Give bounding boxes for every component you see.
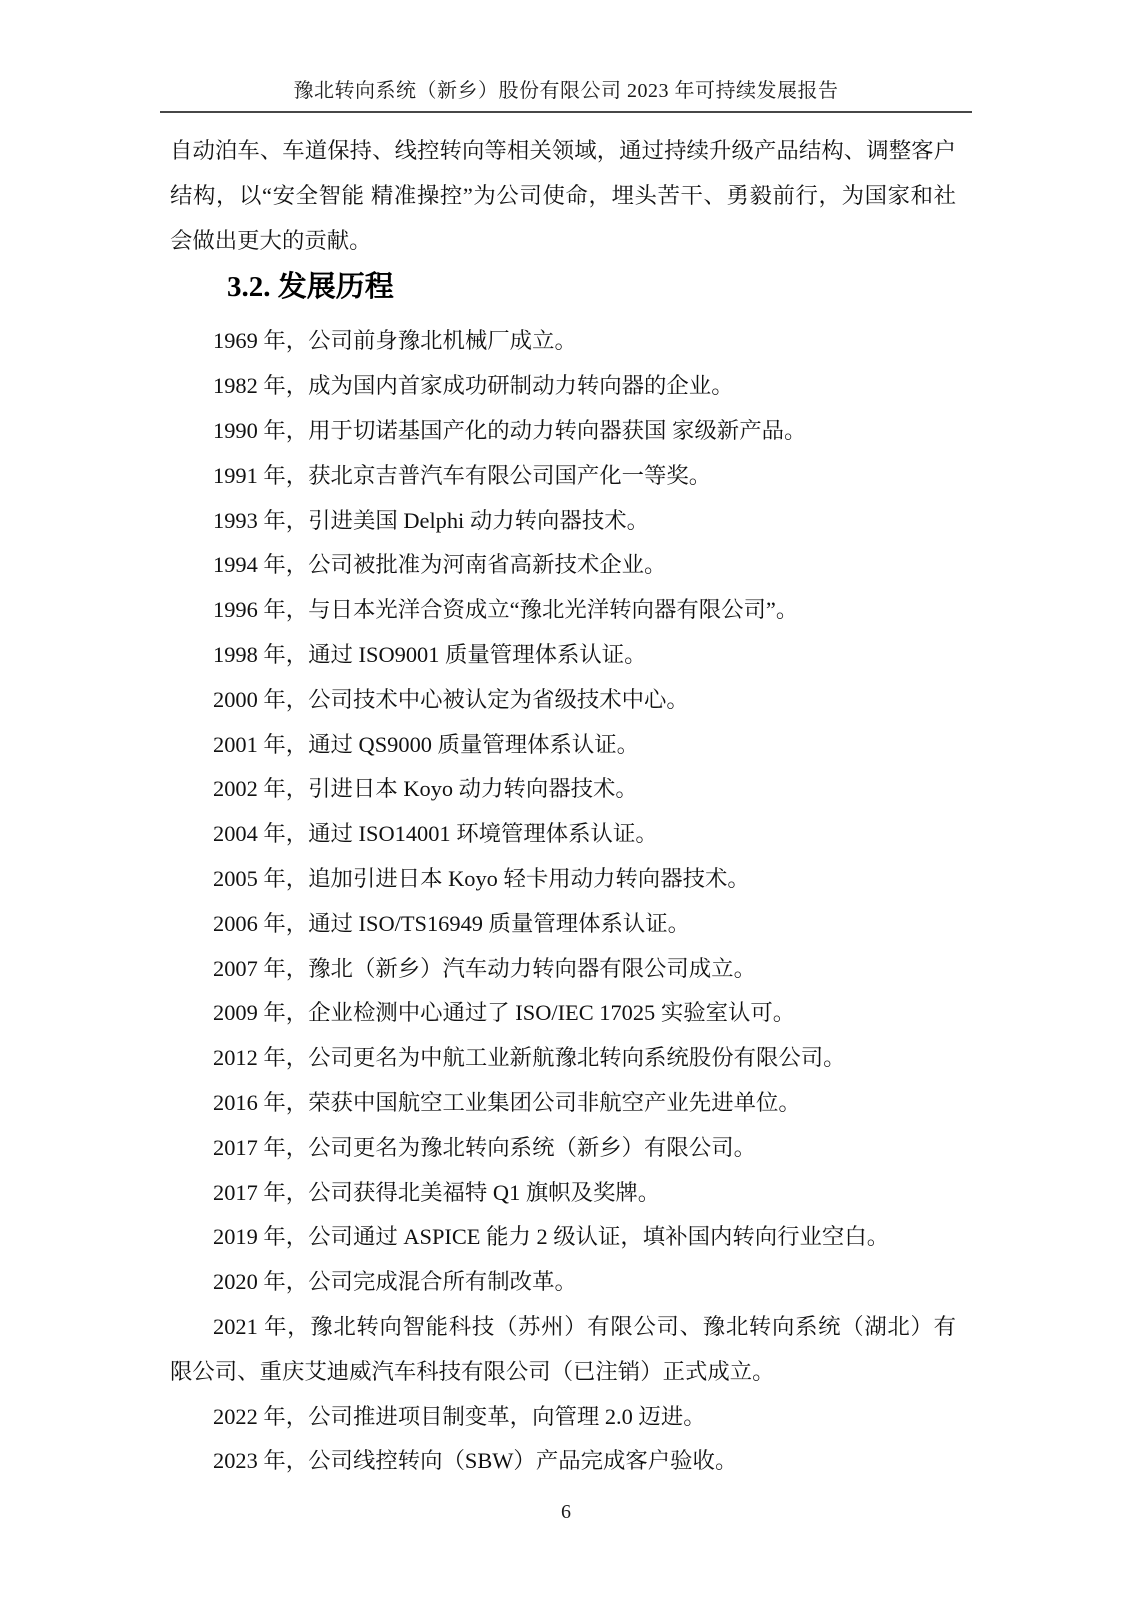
timeline-event: 公司更名为中航工业新航豫北转向系统股份有限公司。 (308, 1045, 846, 1071)
year-suffix: 年， (257, 1269, 309, 1295)
timeline-year: 2009 (213, 1000, 258, 1026)
year-suffix: 年， (257, 417, 309, 443)
year-suffix: 年， (257, 1134, 309, 1160)
timeline-entry (170, 723, 956, 768)
page-number: 6 (561, 1501, 571, 1524)
timeline-event: 成为国内首家成功研制动力转向器的企业。 (308, 373, 734, 399)
timeline-year: 2017 (213, 1179, 258, 1205)
timeline-entry (170, 409, 956, 454)
timeline-year: 2005 (213, 865, 258, 891)
timeline-event: 企业检测中心通过了 ISO/IEC 17025 实验室认可。 (308, 1000, 796, 1026)
timeline-entry (170, 902, 956, 947)
timeline-year: 1982 (213, 373, 258, 399)
year-suffix: 年， (257, 821, 309, 847)
year-suffix: 年， (257, 686, 309, 712)
timeline-event: 豫北转向智能科技（苏州）有限公司、豫北转向系统（湖北）有限公司、重庆艾迪威汽车科技有限公司（已注销）正式成立。 (170, 1313, 956, 1384)
timeline-entry (170, 1395, 956, 1440)
timeline-event: 公司通过 ASPICE 能力 2 级认证，填补国内转向行业空白。 (308, 1224, 890, 1250)
timeline-entry (170, 1260, 956, 1305)
header-rule (160, 111, 972, 113)
year-suffix: 年， (257, 641, 309, 667)
year-suffix: 年， (257, 462, 309, 488)
timeline-year: 2023 (213, 1448, 258, 1474)
timeline-entry (170, 991, 956, 1036)
timeline-entry (170, 1215, 956, 1260)
year-suffix: 年， (257, 1448, 309, 1474)
timeline-event: 通过 ISO9001 质量管理体系认证。 (308, 641, 647, 667)
timeline-year: 2004 (213, 821, 258, 847)
timeline-entry (170, 767, 956, 812)
year-suffix: 年， (257, 1089, 309, 1115)
page-body (170, 129, 956, 1484)
year-suffix: 年， (257, 910, 309, 936)
timeline-year: 1969 (213, 328, 258, 354)
timeline-year: 2016 (213, 1089, 258, 1115)
timeline-entry (170, 1081, 956, 1126)
timeline-event: 荣获中国航空工业集团公司非航空产业先进单位。 (308, 1089, 801, 1115)
page-header (0, 0, 1132, 113)
timeline-event: 公司推进项目制变革，向管理 2.0 迈进。 (308, 1403, 706, 1429)
year-suffix: 年， (257, 731, 309, 757)
year-suffix: 年， (257, 955, 309, 981)
timeline-event: 用于切诺基国产化的动力转向器获国 家级新产品。 (308, 417, 807, 443)
timeline-event: 公司完成混合所有制改革。 (308, 1269, 577, 1295)
timeline-entry (170, 947, 956, 992)
timeline-entry (170, 1305, 956, 1395)
year-suffix: 年， (257, 776, 309, 802)
timeline-event: 引进美国 Delphi 动力转向器技术。 (308, 507, 649, 533)
timeline-year: 2021 (213, 1313, 258, 1339)
timeline-event: 获北京吉普汽车有限公司国产化一等奖。 (308, 462, 712, 488)
year-suffix: 年， (257, 552, 309, 578)
page-footer (0, 1498, 1132, 1526)
timeline-year: 2017 (213, 1134, 258, 1160)
year-suffix: 年， (257, 1000, 309, 1026)
timeline-entry (170, 1439, 956, 1484)
timeline-year: 1991 (213, 462, 258, 488)
timeline-entry (170, 364, 956, 409)
timeline-entry (170, 499, 956, 544)
timeline-event: 通过 QS9000 质量管理体系认证。 (308, 731, 640, 757)
timeline-year: 1993 (213, 507, 258, 533)
timeline-entry (170, 454, 956, 499)
timeline-entry (170, 1126, 956, 1171)
timeline (170, 319, 956, 1484)
timeline-entry (170, 678, 956, 723)
timeline-entry (170, 319, 956, 364)
intro-paragraph: 自动泊车、车道保持、线控转向等相关领域，通过持续升级产品结构、调整客户结构，以“安全智能 精准操控”为公司使命，埋头苦干、勇毅前行，为国家和社会做出更大的贡献。 (170, 138, 956, 253)
timeline-year: 2019 (213, 1224, 258, 1250)
year-suffix: 年， (257, 328, 309, 354)
timeline-event: 公司前身豫北机械厂成立。 (308, 328, 577, 354)
year-suffix: 年， (257, 373, 309, 399)
timeline-entry (170, 588, 956, 633)
timeline-entry (170, 1036, 956, 1081)
timeline-entry (170, 543, 956, 588)
year-suffix: 年， (257, 1045, 309, 1071)
timeline-event: 公司线控转向（SBW）产品完成客户验收。 (308, 1448, 738, 1474)
year-suffix: 年， (257, 1403, 309, 1429)
timeline-entry (170, 857, 956, 902)
timeline-event: 公司更名为豫北转向系统（新乡）有限公司。 (308, 1134, 756, 1160)
year-suffix: 年， (257, 1224, 309, 1250)
timeline-event: 通过 ISO14001 环境管理体系认证。 (308, 821, 658, 847)
timeline-year: 2000 (213, 686, 258, 712)
timeline-event: 公司被批准为河南省高新技术企业。 (308, 552, 667, 578)
timeline-year: 1990 (213, 417, 258, 443)
timeline-event: 通过 ISO/TS16949 质量管理体系认证。 (308, 910, 691, 936)
timeline-event: 追加引进日本 Koyo 轻卡用动力转向器技术。 (308, 865, 750, 891)
timeline-year: 1994 (213, 552, 258, 578)
year-suffix: 年， (257, 1179, 309, 1205)
timeline-event: 引进日本 Koyo 动力转向器技术。 (308, 776, 638, 802)
timeline-year: 2001 (213, 731, 258, 757)
year-suffix: 年， (257, 597, 309, 623)
timeline-year: 2020 (213, 1269, 258, 1295)
timeline-event: 公司技术中心被认定为省级技术中心。 (308, 686, 689, 712)
timeline-year: 1998 (213, 641, 258, 667)
year-suffix: 年， (257, 865, 309, 891)
header-title: 豫北转向系统（新乡）股份有限公司 2023 年可持续发展报告 (293, 80, 839, 102)
year-suffix: 年， (257, 507, 309, 533)
timeline-event: 公司获得北美福特 Q1 旗帜及奖牌。 (308, 1179, 661, 1205)
section-heading: 3.2. 发展历程 (227, 271, 394, 304)
timeline-year: 1996 (213, 597, 258, 623)
timeline-entry (170, 1171, 956, 1216)
timeline-event: 豫北（新乡）汽车动力转向器有限公司成立。 (308, 955, 756, 981)
timeline-year: 2007 (213, 955, 258, 981)
year-suffix: 年， (257, 1313, 311, 1339)
timeline-entry (170, 633, 956, 678)
timeline-entry (170, 812, 956, 857)
timeline-event: 与日本光洋合资成立“豫北光洋转向器有限公司”。 (308, 597, 799, 623)
timeline-year: 2002 (213, 776, 258, 802)
timeline-year: 2012 (213, 1045, 258, 1071)
timeline-year: 2006 (213, 910, 258, 936)
timeline-year: 2022 (213, 1403, 258, 1429)
